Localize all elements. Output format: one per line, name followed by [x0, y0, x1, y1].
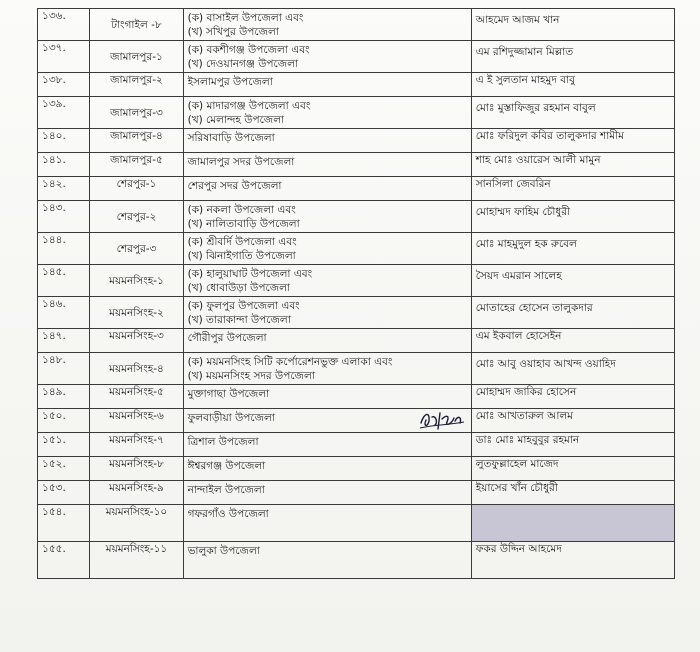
area-cell: [183, 97, 471, 129]
area-line: নান্দাইল উপজেলা: [187, 484, 265, 496]
table-body: [38, 9, 675, 579]
constituency-name: শেরপুর-২: [90, 201, 183, 233]
serial-number: ১৪৬.: [38, 297, 90, 329]
candidate-name: মোঃ আবু ওয়াহাব আখন্দ ওয়াহিদ: [471, 353, 674, 385]
constituency-name: ময়মনসিংহ-৩: [90, 329, 183, 353]
area-line: (ক) মাদারগঞ্জ উপজেলা এবং: [187, 100, 311, 112]
area-cell: [183, 129, 471, 153]
area-line: (ক) শ্রীবর্দি উপজেলা এবং: [187, 236, 297, 248]
candidate-name: মোহাম্মদ ফাহিম চৌধুরী: [471, 201, 674, 233]
area-line: মুক্তাগাছা উপজেলা: [187, 388, 270, 400]
constituency-name: ময়মনসিংহ-৯: [90, 481, 183, 505]
table-row: [38, 41, 675, 73]
area-line: (খ) তারাকান্দা উপজেলা: [187, 314, 291, 326]
area-line: (ক) বাসাইল উপজেলা এবং: [187, 12, 304, 24]
area-line: ঈশ্বরগঞ্জ উপজেলা: [187, 460, 266, 472]
candidate-name: মোহাম্মদ জাকির হোসেন: [471, 385, 674, 409]
serial-number: ১৫২.: [38, 457, 90, 481]
candidate-name: সানসিলা জেবরিন: [471, 177, 674, 201]
area-cell: [183, 542, 471, 579]
area-cell: [183, 481, 471, 505]
candidate-name: এম রশিদুজ্জামান মিল্লাত: [471, 41, 674, 73]
candidate-name: এ ই সুলতান মাহমুদ বাবু: [471, 73, 674, 97]
table-row: [38, 481, 675, 505]
table-row: [38, 433, 675, 457]
area-line: জামালপুর সদর উপজেলা: [187, 156, 295, 168]
area-line: (খ) ময়মনসিংহ সদর উপজেলা: [187, 370, 315, 382]
constituency-name: জামালপুর-২: [90, 73, 183, 97]
area-cell: [183, 73, 471, 97]
constituency-name: জামালপুর-৪: [90, 129, 183, 153]
serial-number: ১৪৫.: [38, 265, 90, 297]
candidate-name: এম ইকবাল হোসেইন: [471, 329, 674, 353]
area-line: গফরগাঁও উপজেলা: [187, 508, 269, 520]
area-line: ইসলামপুর উপজেলা: [187, 76, 273, 88]
constituency-name: ময়মনসিংহ-১০: [90, 505, 183, 542]
candidate-name: মোঃ মাহমুদুল হক রুবেল: [471, 233, 674, 265]
candidate-name: ফকর উদ্দিন আহমেদ: [471, 542, 674, 579]
serial-number: ১৫১.: [38, 433, 90, 457]
area-line: (খ) ঝিনাইগাতি উপজেলা: [187, 250, 296, 262]
candidate-name: মোঃ মুস্তাফিজুর রহমান বাবুল: [471, 97, 674, 129]
constituency-name: ময়মনসিংহ-১১: [90, 542, 183, 579]
area-cell: [183, 201, 471, 233]
serial-number: ১৩৬.: [38, 9, 90, 41]
constituency-name: ময়মনসিংহ-৭: [90, 433, 183, 457]
area-line: শেরপুর সদর উপজেলা: [187, 180, 282, 192]
area-cell: [183, 329, 471, 353]
candidate-name: ইয়াসের খাঁন চৌধুরী: [471, 481, 674, 505]
table-row: [38, 385, 675, 409]
area-line: (ক) ময়মনসিংহ সিটি কর্পোরেশনভুক্ত এলাকা এবং: [187, 356, 393, 368]
serial-number: ১৪৪.: [38, 233, 90, 265]
area-line: (খ) নালিতাবাড়ি উপজেলা: [187, 218, 300, 230]
constituency-name: ময়মনসিংহ-৫: [90, 385, 183, 409]
candidate-name: মোঃ ফরিদুল কবির তালুকদার শামীম: [471, 129, 674, 153]
serial-number: ১৪৯.: [38, 385, 90, 409]
constituency-name: শেরপুর-৩: [90, 233, 183, 265]
serial-number: ১৫৫.: [38, 542, 90, 579]
area-cell: [183, 9, 471, 41]
table-row: [38, 97, 675, 129]
area-cell: [183, 353, 471, 385]
serial-number: ১৪৩.: [38, 201, 90, 233]
area-line: ত্রিশাল উপজেলা: [187, 436, 259, 448]
table-row: [38, 177, 675, 201]
serial-number: ১৫৩.: [38, 481, 90, 505]
serial-number: ১৩৯.: [38, 97, 90, 129]
area-line: (খ) মেলান্দহ উপজেলা: [187, 114, 285, 126]
candidate-name: ডাঃ মোঃ মাহবুবুর রহমান: [471, 433, 674, 457]
table-row: [38, 153, 675, 177]
serial-number: ১৪৮.: [38, 353, 90, 385]
area-line: (ক) ফুলপুর উপজেলা এবং: [187, 300, 300, 312]
table-row: [38, 505, 675, 542]
table-row: [38, 73, 675, 97]
area-cell: [183, 177, 471, 201]
area-line: (ক) বকশীগঞ্জ উপজেলা এবং: [187, 44, 310, 56]
constituency-name: টাংগাইল -৮: [90, 9, 183, 41]
area-line: সরিষাবাড়ি উপজেলা: [187, 132, 275, 144]
constituency-name: ময়মনসিংহ-৮: [90, 457, 183, 481]
area-line: ভালুকা উপজেলা: [187, 545, 260, 557]
area-cell: [183, 433, 471, 457]
table-row: [38, 233, 675, 265]
area-cell: [183, 265, 471, 297]
table-row: [38, 265, 675, 297]
constituency-name: শেরপুর-১: [90, 177, 183, 201]
candidate-name: শাহ মোঃ ওয়ারেস আলী মামুন: [471, 153, 674, 177]
area-cell: [183, 457, 471, 481]
constituency-table: [37, 8, 675, 579]
candidate-name: লুতফুল্লাহেল মাজেদ: [471, 457, 674, 481]
serial-number: ১৪০.: [38, 129, 90, 153]
table-row: [38, 409, 675, 433]
candidate-name: মোতাহের হোসেন তালুকদার: [471, 297, 674, 329]
area-line: (ক) নকলা উপজেলা এবং: [187, 204, 296, 216]
serial-number: ১৪২.: [38, 177, 90, 201]
candidate-name: আহমেদ আজম খান: [471, 9, 674, 41]
area-line: ফুলবাড়ীয়া উপজেলা: [187, 412, 275, 424]
area-cell: [183, 505, 471, 542]
table-row: [38, 297, 675, 329]
table-row: [38, 201, 675, 233]
serial-number: ১৩৮.: [38, 73, 90, 97]
serial-number: ১৪১.: [38, 153, 90, 177]
area-line: (ক) হালুয়াঘাট উপজেলা এবং: [187, 268, 313, 280]
table-row: [38, 329, 675, 353]
constituency-name: ময়মনসিংহ-১: [90, 265, 183, 297]
constituency-name: জামালপুর-৫: [90, 153, 183, 177]
area-cell: [183, 297, 471, 329]
area-cell: [183, 41, 471, 73]
serial-number: ১৫০.: [38, 409, 90, 433]
table-row: [38, 353, 675, 385]
constituency-name: ময়মনসিংহ-৪: [90, 353, 183, 385]
constituency-name: ময়মনসিংহ-২: [90, 297, 183, 329]
area-line: (খ) ধোবাউড়া উপজেলা: [187, 282, 290, 294]
constituency-name: ময়মনসিংহ-৬: [90, 409, 183, 433]
area-cell: [183, 233, 471, 265]
area-line: (খ) দেওয়ানগঞ্জ উপজেলা: [187, 58, 299, 70]
table-row: [38, 9, 675, 41]
table-row: [38, 542, 675, 579]
candidate-name: [471, 505, 674, 542]
candidate-name: মোঃ আখতারুল আলম: [471, 409, 674, 433]
table-row: [38, 457, 675, 481]
handwritten-signature: [418, 403, 466, 433]
serial-number: ১৫৪.: [38, 505, 90, 542]
constituency-name: জামালপুর-৩: [90, 97, 183, 129]
table-row: [38, 129, 675, 153]
area-line: (খ) সখিপুর উপজেলা: [187, 26, 279, 38]
candidate-name: সৈয়দ এমরান সালেহ: [471, 265, 674, 297]
area-line: গৌরীপুর উপজেলা: [187, 332, 267, 344]
constituency-name: জামালপুর-১: [90, 41, 183, 73]
area-cell: [183, 153, 471, 177]
serial-number: ১৪৭.: [38, 329, 90, 353]
serial-number: ১৩৭.: [38, 41, 90, 73]
